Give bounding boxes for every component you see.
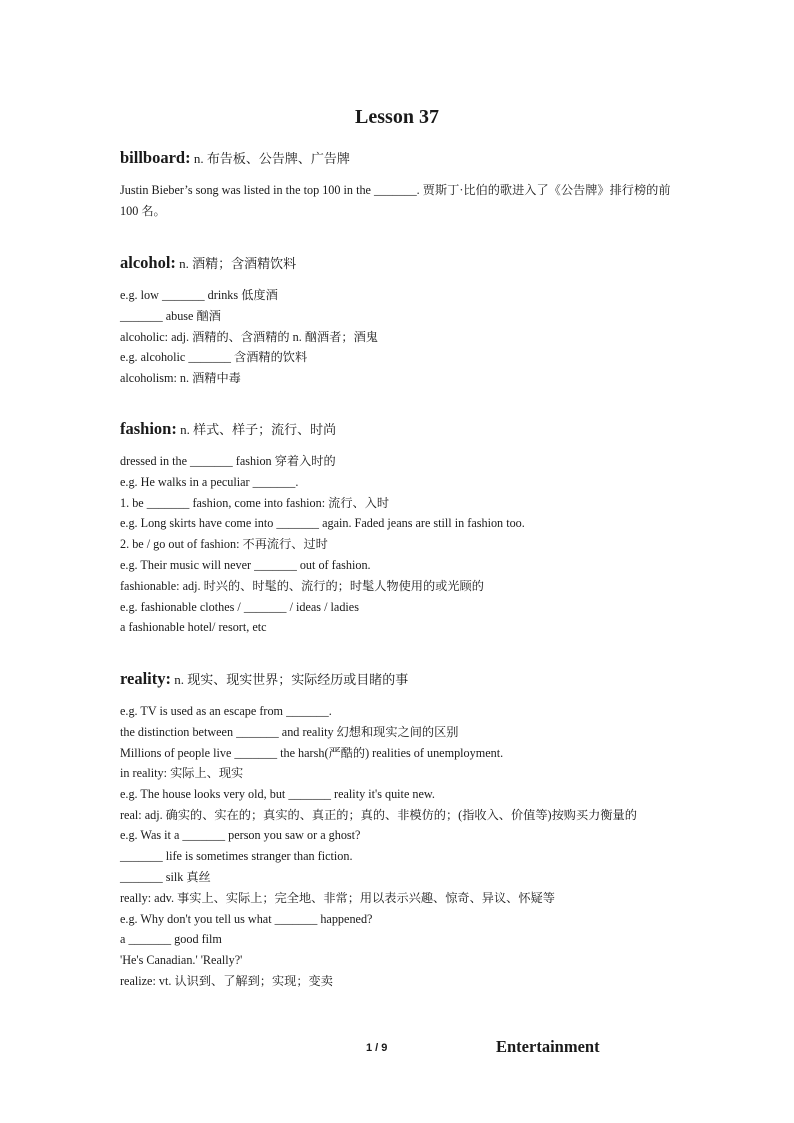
entry-line: _______ abuse 酗酒	[120, 308, 221, 323]
entry-line: a _______ good film	[120, 932, 222, 947]
entry-line: realize: vt. 认识到、了解到；实现；变卖	[120, 974, 333, 989]
page-number: 1 / 9	[366, 1042, 388, 1054]
entry-line: e.g. TV is used as an escape from _______.	[120, 704, 332, 718]
entry-line: the distinction between _______ and reality 幻想和现实之间的区别	[120, 724, 459, 739]
entry-line: Millions of people live _______ the harsh(严酷的) realities of unemployment.	[120, 745, 504, 760]
entry-heading	[120, 253, 690, 274]
entry-heading	[120, 669, 690, 690]
entry-definition: n. 酒精；含酒精饮料	[179, 256, 297, 271]
entry-line: e.g. The house looks very old, but _______ reality it's quite new.	[120, 787, 435, 802]
entry-line: e.g. He walks in a peculiar _______.	[120, 474, 299, 489]
entry-lines	[120, 285, 690, 389]
page-title: Lesson 37	[355, 106, 439, 128]
entry-word: alcohol:	[120, 253, 176, 272]
entry-line: alcoholic: adj. 酒精的、含酒精的 n. 酗酒者；酒鬼	[120, 329, 378, 344]
entry-lines	[120, 180, 690, 221]
entry-line: e.g. low _______ drinks 低度酒	[120, 288, 278, 302]
entry-lines	[120, 701, 690, 992]
entry-heading	[120, 419, 690, 440]
entry-billboard	[120, 148, 690, 221]
entry-line: 'He's Canadian.' 'Really?'	[120, 953, 243, 968]
entry-line: a fashionable hotel/ resort, etc	[120, 620, 267, 635]
entry-line: real: adj. 确实的、实在的；真实的、真正的；真的、非模仿的；(指收入、价值等)按购买力衡量的	[120, 807, 637, 822]
entry-word: reality:	[120, 669, 172, 688]
entry-fashion	[120, 419, 690, 638]
entry-line: e.g. alcoholic _______ 含酒精的饮料	[120, 350, 308, 365]
entry-line: fashionable: adj. 时兴的、时髦的、流行的；时髦人物使用的或光顾的	[120, 578, 484, 593]
entry-line: alcoholism: n. 酒精中毒	[120, 371, 241, 386]
entry-line: e.g. Their music will never _______ out of fashion.	[120, 557, 371, 572]
entry-line: in reality: 实际上、现实	[120, 766, 244, 781]
entry-line: 1. be _______ fashion, come into fashion: 流行、入时	[120, 495, 390, 510]
entry-word: billboard:	[120, 148, 191, 167]
entry-definition: n. 布告板、公告牌、广告牌	[193, 151, 350, 166]
entry-alcohol	[120, 253, 690, 389]
entry-line: dressed in the _______ fashion 穿着入时的	[120, 454, 336, 468]
entry-line: e.g. Why don't you tell us what _______ happened?	[120, 911, 373, 926]
entry-line: Justin Bieber’s song was listed in the top 100 in the _______. 贾斯丁·比伯的歌进入了《公告牌》排行榜的前 100 名。	[120, 183, 671, 218]
entry-reality	[120, 669, 690, 992]
entry-line: e.g. fashionable clothes / _______ / ideas / ladies	[120, 599, 359, 614]
footer-title: Entertainment	[496, 1037, 600, 1056]
entry-heading	[120, 148, 690, 169]
entry-line: 2. be / go out of fashion: 不再流行、过时	[120, 537, 328, 552]
entry-line: _______ silk 真丝	[120, 870, 211, 885]
entry-line: e.g. Was it a _______ person you saw or a ghost?	[120, 828, 361, 843]
entry-line: _______ life is sometimes stranger than fiction.	[120, 849, 353, 864]
entry-definition: n. 样式、样子；流行、时尚	[180, 422, 337, 437]
entry-lines	[120, 451, 690, 638]
entry-line: really: adv. 事实上、实际上；完全地、非常；用以表示兴趣、惊奇、异议、怀疑等	[120, 890, 555, 905]
entry-word: fashion:	[120, 419, 177, 438]
entry-line: e.g. Long skirts have come into _______ again. Faded jeans are still in fashion too.	[120, 516, 525, 531]
entry-definition: n. 现实、现实世界；实际经历或目睹的事	[174, 672, 409, 687]
